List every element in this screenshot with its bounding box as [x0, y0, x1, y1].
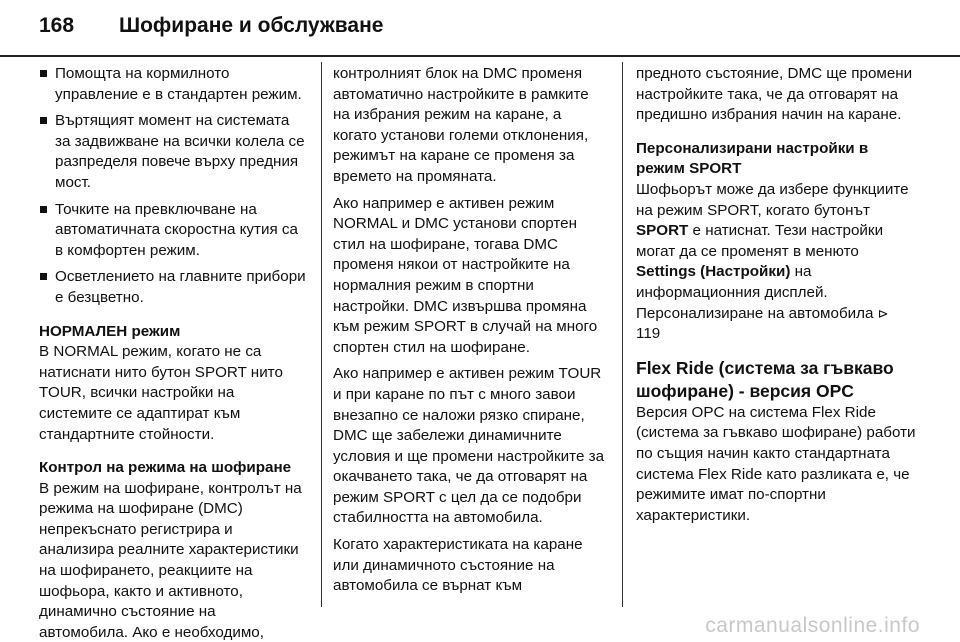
text-run: е натиснат. Тези настройки могат да се променят в менюто — [636, 222, 884, 260]
flex-ride-heading: Flex Ride (система за гъвкаво шофиране) - версия OPC — [636, 357, 894, 401]
normal-mode-text: В NORMAL режим, когато не са натиснати нито бутон SPORT нито TOUR, всички настройки на системите се адаптират към стандартните стойности. — [39, 343, 283, 443]
bullet-item: Помощта на кормилното управление е в стандартен режим. — [39, 64, 307, 105]
paragraph: Когато характеристиката на каране или динамичното състояние на автомобила се върнат към — [333, 536, 583, 595]
sport-button-name: SPORT — [636, 222, 689, 240]
page-number: 168 — [39, 14, 75, 37]
bullet-item: Въртящият момент на системата за задвижване на всички колела се разпределя повече върху предния мост. — [39, 111, 307, 193]
text-run: Шофьорът може да избере функциите на режим SPORT, когато бутонът — [636, 180, 909, 219]
sport-settings-text — [636, 180, 916, 345]
text-run: на информационния дисплей. Персонализиране на автомобила — [636, 263, 878, 322]
watermark: carmanualsonline.info — [705, 614, 920, 637]
column-divider-1 — [321, 62, 322, 607]
column-1 — [39, 64, 307, 642]
header-divider — [0, 55, 960, 57]
column-2 — [333, 64, 608, 603]
drive-mode-control-text: В режим на шофиране, контролът на режима на шофиране (DMC) непрекъснато регистрира и анализира реалните характеристики на шофирането, реакциите на шофьора, както и активното, динамично състояние на автомобила. Ако е необходимо, — [39, 479, 302, 641]
paragraph: предното състояние, DMC ще промени настройките така, че да отговарят на предишно избрания начин на каране. — [636, 65, 913, 124]
paragraph: Ако например е активен режим TOUR и при каране по път с много завои внезапно се наложи рязко спиране, DMC ще забележи динамичните условия и ще промени настройките за окачването така, че да отговарят на режим SPORT с цел да се подобри стабилността на автомобила. — [333, 365, 605, 527]
page-title: Шофиране и обслужване — [119, 14, 384, 37]
page-reference: 119 — [636, 325, 661, 343]
drive-mode-control-heading: Контрол на режима на шофиране — [39, 459, 292, 477]
column-3 — [636, 64, 916, 532]
normal-mode-heading: НОРМАЛЕН режим — [39, 322, 181, 340]
bullet-item: Точките на превключване на автоматичната скоростна кутия са в комфортен режим. — [39, 200, 307, 262]
paragraph: Ако например е активен режим NORMAL и DMC установи спортен стил на шофиране, тогава DMC променя някои от настройките на нормалния режим в спортни настройки. DMC извършва промяна към режим SPORT в случай на много спортен стил на шофиране. — [333, 194, 598, 356]
paragraph: контролният блок на DMC променя автоматично настройките в рамките на избрания режим на каране, а когато установи големи отклонения, режимът на каране се променя за времето на промяната. — [333, 65, 589, 185]
column-divider-2 — [622, 62, 623, 607]
settings-menu-name: Settings (Настройки) — [636, 263, 791, 281]
flex-ride-text: Версия OPC на система Flex Ride (система за гъвкаво шофиране) работи по същия начин както стандартната система Flex Ride като разликата е, че режимите имат по-спортни характеристики. — [636, 403, 916, 524]
page-header — [39, 14, 383, 50]
bullet-list — [39, 64, 307, 309]
sport-settings-heading: Персонализирани настройки в режим SPORT — [636, 139, 869, 178]
bullet-item: Осветлението на главните прибори е безцветно. — [39, 267, 307, 308]
page-reference-arrow-icon: ⊳ — [877, 305, 889, 321]
